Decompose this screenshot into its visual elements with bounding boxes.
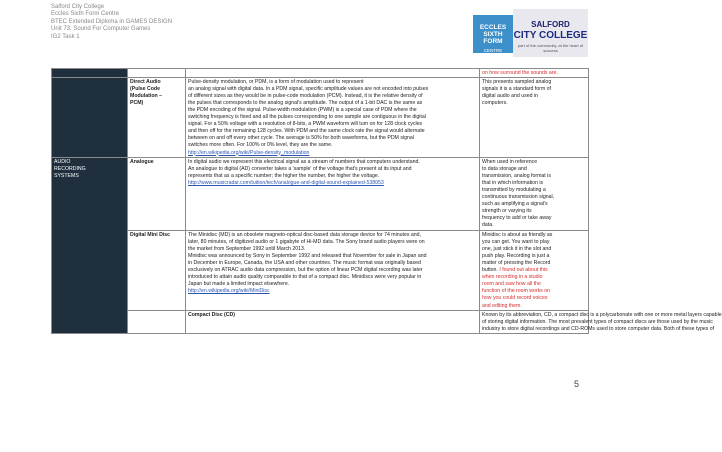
note-text: This presents sampled analog <box>482 78 552 85</box>
description-line: of storing digital information. The most prevalent types of compact discs are those used by the music <box>482 318 713 325</box>
table-row <box>52 158 589 231</box>
section-cell <box>52 69 128 78</box>
table-row <box>52 231 589 311</box>
header-line: Salford City College <box>51 4 105 10</box>
description-line: the PDM encoding of the signal. Pulse-width modulation (PWM) is a special case of PDM where the <box>188 106 417 113</box>
description-line: An analogue to digital (AD) converter takes a 'sample' of the voltage that's present at its input and <box>188 165 412 172</box>
salford-logo <box>513 9 588 57</box>
description-line: switches more often. For 100% or 0% level, they are the same. <box>188 142 333 149</box>
note-text: transmission, analog format is <box>482 172 551 179</box>
description-line: Minidisc was announced by Sony in September 1992 and released that November for sale in Japan and <box>188 252 427 259</box>
description-line: and then off for the remaining 128 cycles. With PDM and the same clock rate the signal would alternate <box>188 128 425 135</box>
note-text: frequency to add or take away <box>482 215 552 222</box>
note-text: that in which information is <box>482 179 544 186</box>
term-cell <box>128 69 186 78</box>
description-line: Pulse-density modulation, or PDM, is a form of modulation used to represent <box>188 78 364 85</box>
note-text: Minidisc is about as friendly as <box>482 231 553 238</box>
description-line: later, 80 minutes, of digitized audio or 1 gigabyte of Hi-MD data. The Sony brand audio players were on <box>188 238 425 245</box>
description-line: Known by its abbreviation, CD, a compact disc is a polycarbonate with one or more metal layers capable <box>482 311 722 318</box>
note-text: push play. Recording is just a <box>482 252 550 259</box>
section-label: RECORDING <box>54 165 86 172</box>
header-line: IG2 Task 1 <box>51 33 80 40</box>
description-cell <box>186 78 480 158</box>
note-text: such as amplifying a signal's <box>482 201 548 208</box>
term-cell <box>186 311 480 334</box>
note-red-text: function of the room works on <box>482 288 551 295</box>
table-row <box>52 311 589 334</box>
description-line: introduced to attain audio quality comparable to that of a compact disc. Minidiscs were very popular in <box>188 274 422 281</box>
document-header <box>51 4 172 41</box>
note-text: one, just stick it in the slot and <box>482 245 552 252</box>
description-cell <box>186 69 480 78</box>
note-text: button. <box>482 267 498 274</box>
note-text: to data storage and <box>482 165 527 172</box>
header-line: Eccles Sixth Form Centre <box>51 11 120 18</box>
note-text: transmitted by modulating a <box>482 187 546 193</box>
reference-link[interactable]: http://en.wikipedia.org/wiki/Pulse-density_modulation <box>188 149 310 156</box>
note-red-text: when recording in a studio <box>482 274 543 281</box>
note-text: data. <box>482 222 494 229</box>
logo-text: SALFORD <box>531 20 570 29</box>
eccles-logo <box>473 15 513 53</box>
section-label: SYSTEMS <box>54 172 79 179</box>
table-row <box>52 78 589 158</box>
term-cell <box>128 231 186 311</box>
description-line: Japan but made a limited impact elsewhere. <box>188 281 290 288</box>
note-text-mixed <box>482 267 586 274</box>
logo-text: CENTRE <box>483 48 503 53</box>
note-red-text: how you could record voices <box>482 295 548 302</box>
description-line: The Minidisc (MD) is an obsolete magneto-optical disc-based data storage device for 74 minutes and, <box>188 231 421 238</box>
term-text: Modulation – <box>130 92 162 99</box>
description-line: industry to store digital recordings and CD-ROMs used to store computer data. Both of these types of <box>482 325 715 332</box>
description-line: In digital audio we represent this electrical signal as a stream of numbers that computers understand. <box>188 158 420 165</box>
description-line: an analog signal with digital data. In a PDM signal, specific amplitude values are not encoded into pulses <box>188 85 429 92</box>
description-line: signal. For a 50% voltage with a resolution of 8-bits, a PWM waveform will turn on for 128 clock cycles <box>188 121 423 128</box>
reference-link[interactable]: http://www.musicradar.com/tuition/tech/analogue-and-digital-sound-explained-538053 <box>188 179 384 186</box>
section-cell <box>128 311 186 334</box>
note-text: computers. <box>482 99 508 106</box>
section-label-cell <box>52 158 128 334</box>
reference-link[interactable]: http://en.wikipedia.org/wiki/MiniDisc <box>188 288 270 295</box>
term-text: Digital Mini Disc <box>130 231 171 238</box>
header-line: Unit 73: Sound For Computer Games <box>51 26 151 33</box>
college-logo <box>473 9 588 57</box>
note-text: digital audio and used in <box>482 92 538 99</box>
note-text: on how surround the sounds are. <box>482 69 558 76</box>
description-line: represents that as a specific number; the higher the number, the higher the voltage. <box>188 172 380 179</box>
note-cell <box>480 78 589 158</box>
note-red-text: room and saw how all the <box>482 281 541 288</box>
term-cell <box>128 78 186 158</box>
term-text: Direct Audio <box>130 78 161 85</box>
term-cell <box>128 158 186 231</box>
term-text: PCM) <box>130 99 144 106</box>
section-label: AUDIO <box>54 158 71 165</box>
description-cell <box>186 158 480 231</box>
note-text: you can get. You want to play <box>482 238 550 245</box>
note-cell <box>480 158 589 231</box>
term-text: Analogue <box>130 158 154 165</box>
description-line: in December in Europe, Canada, the USA and other countries. The music format was originally based <box>188 259 421 266</box>
page-number: 5 <box>574 379 580 389</box>
header-line: BTEC Extended Diploma in GAMES DESIGN <box>51 18 173 25</box>
description-line: between on and off every other cycle. The average is 50% for both waveforms, but the PDM signal <box>188 135 414 142</box>
term-text: (Pulse Code <box>130 85 160 92</box>
note-red-text: I found out about this <box>499 267 548 274</box>
note-red-text: and editing them. <box>482 302 522 309</box>
audio-systems-table <box>51 68 722 334</box>
description-line: the market from September 1992 until March 2013. <box>188 245 306 252</box>
description-cell <box>480 311 722 334</box>
term-text: Compact Disc (CD) <box>188 311 235 318</box>
note-text: When used in reference <box>482 158 538 165</box>
section-cell <box>52 78 128 158</box>
logo-text: CITY COLLEGE <box>513 30 588 41</box>
note-text: signals it is a standard form of <box>482 85 551 92</box>
logo-text: part of the community, at the heart of success <box>517 43 584 53</box>
note-text: matter of pressing the Record <box>482 259 551 266</box>
table-row <box>52 69 589 78</box>
note-cell <box>480 69 589 78</box>
description-line: switching frequency is fixed and all the pulses corresponding to one sample are contiguous in the digital <box>188 114 426 121</box>
note-cell <box>480 231 589 311</box>
note-text: continuous transmission signal, <box>482 194 555 201</box>
description-cell <box>186 231 480 311</box>
description-line: exclusively on ATRAC audio data compression, but the option of linear PCM digital recording was later <box>188 267 423 274</box>
note-text: strength or varying its <box>482 208 532 215</box>
description-line: the pulses that corresponds to the analog signal's amplitude. The output of a 1-bit DAC is the same as <box>188 99 423 106</box>
description-line: of different sizes as they would be in pulse-code modulation (PCM). Instead, it is the relative density of <box>188 92 423 99</box>
logo-text: SIXTH FORM <box>483 31 503 45</box>
logo-text: ECCLES <box>479 24 507 31</box>
